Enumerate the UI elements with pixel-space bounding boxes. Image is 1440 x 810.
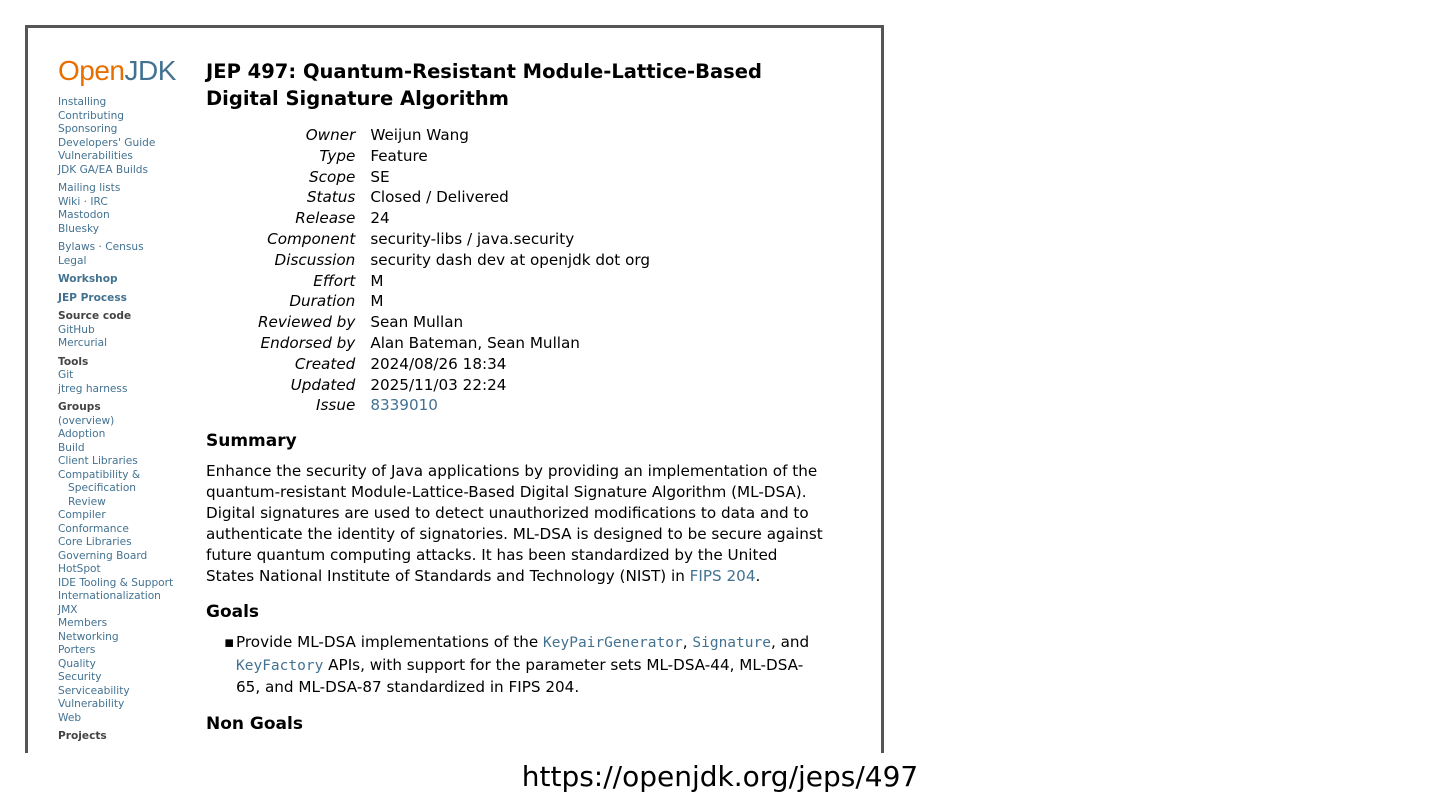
- sidebar-item-jtreg[interactable]: jtreg harness: [58, 382, 128, 395]
- sidebar-item-group[interactable]: Serviceability: [58, 684, 130, 697]
- page-title: JEP 497: Quantum-Resistant Module-Lattice-Based Digital Signature Algorithm: [206, 60, 762, 110]
- sidebar-item-wiki-irc[interactable]: Wiki · IRC: [58, 195, 108, 208]
- meta-value: Alan Bateman, Sean Mullan: [370, 333, 580, 352]
- sidebar-item-sponsoring[interactable]: Sponsoring: [58, 123, 118, 135]
- meta-value: 2025/11/03 22:24: [370, 375, 507, 394]
- keypairgenerator-link[interactable]: [543, 633, 683, 651]
- meta-key: Discussion: [274, 250, 356, 269]
- sidebar-item-jdk-builds[interactable]: JDK GA/EA Builds: [58, 163, 149, 176]
- sidebar-item-group[interactable]: Conformance: [58, 522, 129, 535]
- meta-key: Component: [267, 229, 356, 248]
- sidebar-item-mastodon[interactable]: Mastodon: [58, 209, 110, 221]
- sidebar-heading-tools: Tools: [58, 355, 89, 368]
- sidebar-group-jep: [58, 292, 183, 306]
- sidebar-group-community: [58, 182, 183, 236]
- sidebar-item-jep-process[interactable]: JEP Process: [58, 291, 127, 304]
- meta-key: Effort: [313, 271, 356, 290]
- sidebar-item-group[interactable]: Build: [58, 441, 85, 454]
- page-url-caption: https://openjdk.org/jeps/497: [521, 760, 919, 793]
- sidebar-item-group[interactable]: Compatibility &: [58, 468, 141, 481]
- summary-paragraph: [206, 461, 826, 587]
- sidebar-item-group[interactable]: Client Libraries: [58, 455, 138, 467]
- meta-key: Status: [306, 188, 356, 207]
- table-row: [258, 187, 650, 208]
- non-goals-heading: Non Goals: [206, 713, 303, 734]
- table-row: [258, 354, 650, 375]
- table-row: [258, 229, 650, 250]
- sidebar-item-group[interactable]: Networking: [58, 630, 119, 643]
- sidebar-item-bluesky[interactable]: Bluesky: [58, 222, 99, 235]
- summary-text: Enhance the security of Java applications by providing an implementation of the quantum-resistant Module-Lattice-Based Digital Signature Algorithm (ML-DSA). Digital signatures are used to detect unauthorized modifications to data and to authenticate the identity of signatories. ML-DSA is designed to be secure against future quantum computing attacks. It has been standardized by the United States National Institute of Standards and Technology (NIST) in: [206, 462, 823, 586]
- sidebar-item-group[interactable]: Compiler: [58, 509, 106, 521]
- sidebar-item-contributing[interactable]: Contributing: [58, 109, 125, 122]
- table-row: [258, 291, 650, 312]
- signature-link[interactable]: [692, 633, 771, 651]
- sidebar-item-bylaws-census[interactable]: Bylaws · Census: [58, 241, 144, 253]
- main-content: [206, 58, 826, 744]
- keyfactory-link[interactable]: [236, 656, 323, 674]
- meta-key: Owner: [305, 126, 356, 144]
- jep-metadata-table: [258, 125, 650, 416]
- goals-list: [206, 632, 826, 699]
- sidebar-item-group[interactable]: Vulnerability: [58, 698, 125, 710]
- browser-page-frame: [25, 25, 884, 753]
- sidebar-item-group[interactable]: JMX: [58, 603, 78, 616]
- sidebar-item-group[interactable]: Adoption: [58, 428, 106, 440]
- sidebar-item-group[interactable]: Porters: [58, 644, 96, 656]
- meta-value: Sean Mullan: [370, 313, 464, 332]
- table-row: [258, 250, 650, 271]
- sidebar-group-tools: [58, 356, 183, 397]
- code-signature: Signature: [692, 635, 771, 652]
- sidebar-item-mercurial[interactable]: Mercurial: [58, 337, 108, 349]
- table-row: [258, 167, 650, 188]
- sidebar-group-workshop: [58, 273, 183, 287]
- meta-value: Weijun Wang: [370, 126, 469, 144]
- meta-value: 24: [370, 209, 390, 228]
- openjdk-logo[interactable]: OpenJDK: [58, 55, 176, 86]
- goal-sep: , and: [770, 633, 810, 652]
- meta-key: Reviewed by: [258, 313, 356, 332]
- table-row: [258, 312, 650, 333]
- goal-text: Provide ML-DSA implementations of the: [236, 633, 539, 652]
- sidebar-item-vulnerabilities[interactable]: Vulnerabilities: [58, 150, 133, 162]
- sidebar-item-group[interactable]: (overview): [58, 414, 115, 427]
- table-row: [258, 146, 650, 167]
- meta-value: Closed / Delivered: [370, 188, 509, 207]
- sidebar-heading-groups: Groups: [58, 401, 101, 413]
- sidebar-item-group[interactable]: HotSpot: [58, 563, 101, 575]
- sidebar-item-workshop[interactable]: Workshop: [58, 273, 118, 285]
- table-row: [258, 208, 650, 229]
- meta-value: security-libs / java.security: [370, 229, 575, 248]
- fips-204-link[interactable]: FIPS 204: [689, 567, 756, 586]
- table-row: [258, 333, 650, 354]
- goal-sep: ,: [682, 633, 688, 652]
- sidebar-item-group[interactable]: Internationalization: [58, 590, 161, 602]
- sidebar-group-governance: [58, 241, 183, 268]
- goals-heading: Goals: [206, 602, 260, 623]
- sidebar-item-group[interactable]: Core Libraries: [58, 536, 132, 548]
- table-row: [258, 271, 650, 292]
- sidebar-item-group[interactable]: Specification: [68, 482, 137, 494]
- meta-key: Release: [295, 209, 356, 228]
- meta-value: SE: [370, 167, 390, 186]
- sidebar-group-groups: [58, 401, 183, 725]
- sidebar-item-git[interactable]: Git: [58, 369, 74, 381]
- table-row: [258, 125, 650, 146]
- table-row: [258, 395, 650, 416]
- code-keypairgenerator: KeyPairGenerator: [543, 635, 683, 652]
- sidebar-item-group[interactable]: Members: [58, 617, 108, 629]
- sidebar-group-source-code: [58, 310, 183, 351]
- meta-key: Duration: [289, 292, 356, 311]
- meta-value: security dash dev at openjdk dot org: [370, 250, 650, 269]
- meta-key: Type: [319, 146, 356, 165]
- sidebar-item-group[interactable]: Review: [68, 495, 106, 508]
- sidebar-item-group[interactable]: Quality: [58, 657, 96, 670]
- sidebar-item-group[interactable]: Security: [58, 671, 102, 683]
- meta-value: 2024/08/26 18:34: [370, 354, 507, 373]
- sidebar-heading-projects: Projects: [58, 730, 107, 742]
- goal-text: APIs, with support for the parameter sets ML-DSA-44, ML-DSA-65, and ML-DSA-87 standardized in FIPS 204.: [236, 655, 804, 697]
- meta-value-issue: [370, 395, 650, 416]
- issue-link[interactable]: 8339010: [370, 396, 438, 415]
- sidebar-item-mailing-lists[interactable]: Mailing lists: [58, 182, 121, 194]
- sidebar-nav: [58, 56, 183, 749]
- sidebar-item-group[interactable]: IDE Tooling & Support: [58, 576, 174, 589]
- meta-value: M: [370, 292, 384, 311]
- bullet-icon: ▪: [224, 633, 235, 652]
- sidebar-item-developers-guide[interactable]: Developers' Guide: [58, 136, 156, 149]
- summary-end: .: [755, 567, 761, 586]
- table-row: [258, 375, 650, 396]
- sidebar-group-main: [58, 96, 183, 177]
- meta-key: Created: [294, 354, 356, 373]
- meta-key: Endorsed by: [260, 333, 356, 352]
- sidebar-heading-source-code: Source code: [58, 310, 132, 322]
- summary-heading: Summary: [206, 431, 297, 452]
- meta-value: Feature: [370, 146, 428, 165]
- meta-value: M: [370, 271, 384, 290]
- meta-key: Updated: [290, 375, 356, 394]
- sidebar-item-installing[interactable]: Installing: [58, 96, 107, 108]
- sidebar-item-legal[interactable]: Legal: [58, 254, 87, 267]
- sidebar-item-group[interactable]: Web: [58, 711, 82, 724]
- meta-key: Scope: [309, 167, 356, 186]
- code-keyfactory: KeyFactory: [236, 657, 324, 674]
- sidebar-item-group[interactable]: Governing Board: [58, 549, 148, 562]
- sidebar-item-github[interactable]: GitHub: [58, 323, 95, 336]
- list-item: [224, 632, 826, 699]
- meta-key: Issue: [316, 396, 356, 415]
- sidebar-group-projects: [58, 730, 183, 744]
